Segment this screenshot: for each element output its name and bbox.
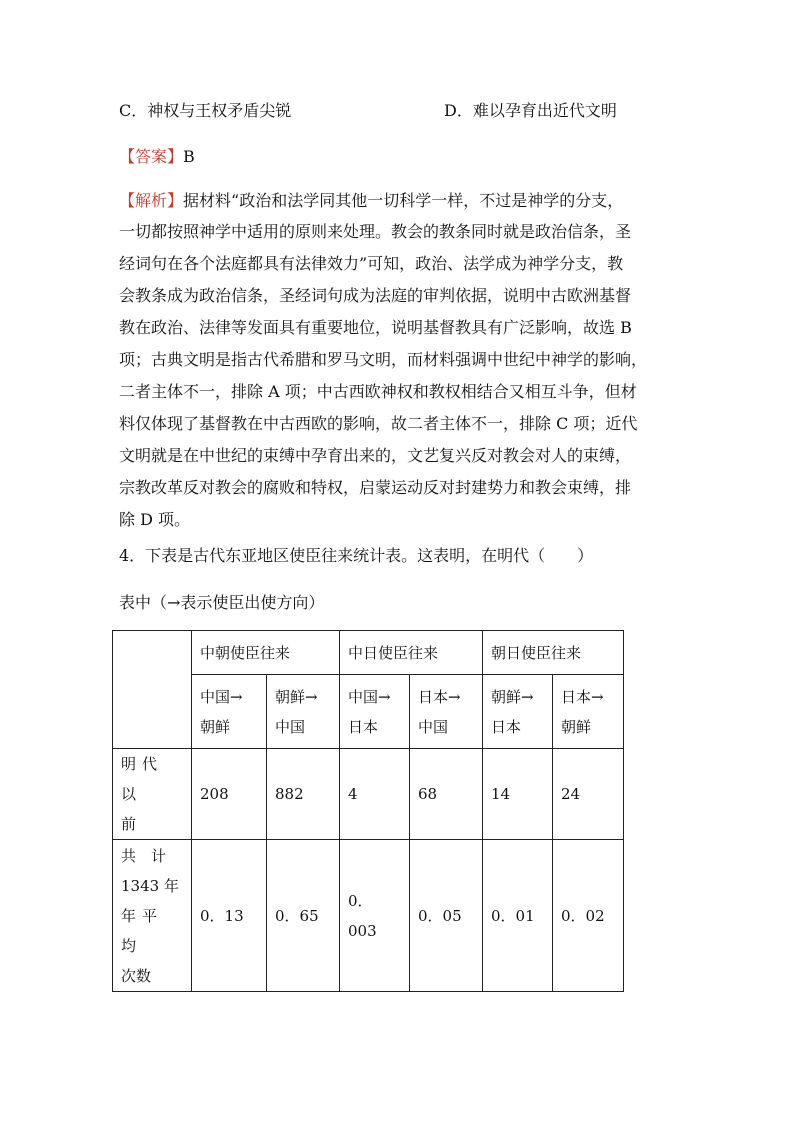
table-cell: 0．02 — [553, 840, 624, 992]
row-label-line: 明代以 — [121, 755, 164, 803]
table-cell: 4 — [340, 749, 410, 840]
direction-to: 中国 — [275, 717, 306, 736]
direction-to: 日本 — [491, 717, 522, 736]
group-header: 中朝使臣往来 — [192, 631, 340, 675]
table-row — [113, 749, 624, 840]
row-label-line: 1343 年 — [121, 876, 179, 895]
table-cell: 882 — [267, 749, 340, 840]
analysis-line: 一切都按照神学中适用的原则来处理。教会的教条同时就是政治信条，圣 — [119, 222, 632, 241]
direction-header — [553, 675, 624, 749]
row-label-line: 共 计 — [121, 846, 167, 865]
direction-from: 日本→ — [418, 687, 461, 706]
answer-line — [119, 147, 195, 167]
table-row — [113, 840, 624, 992]
direction-from: 朝鲜→ — [275, 687, 318, 706]
analysis-line: 二者主体不一，排除 A 项；中古西欧神权和教权相结合又相互斗争，但材 — [119, 382, 637, 401]
analysis-label: 【解析】 — [119, 191, 184, 210]
table-cell: 24 — [553, 749, 624, 840]
direction-header — [410, 675, 483, 749]
row-label — [113, 749, 192, 840]
direction-from: 朝鲜→ — [491, 687, 534, 706]
table-row — [113, 631, 624, 675]
table-cell: 14 — [483, 749, 553, 840]
analysis-line: 除 D 项。 — [119, 510, 191, 529]
analysis-line: 项；古典文明是指古代希腊和罗马文明，而材料强调中世纪中神学的影响， — [119, 350, 648, 369]
option-c: C．神权与王权矛盾尖锐 — [119, 101, 292, 120]
analysis-line: 会教条成为政治信条，圣经词句成为法庭的审判依据，说明中古欧洲基督 — [119, 286, 632, 305]
question-4-stem: 4．下表是古代东亚地区使臣往来统计表。这表明，在明代（ ） — [119, 546, 594, 565]
table-cell: 0．05 — [410, 840, 483, 992]
table-cell: 0．65 — [267, 840, 340, 992]
table-cell: 68 — [410, 749, 483, 840]
option-d: D．难以孕育出近代文明 — [444, 101, 617, 120]
analysis-line: 经词句在各个法庭都具有法律效力”可知，政治、法学成为神学分支，教 — [119, 254, 624, 273]
row-label — [113, 840, 192, 992]
table-note: 表中（→表示使臣出使方向） — [119, 593, 325, 612]
analysis-line — [119, 191, 623, 211]
table-cell: 0．003 — [340, 840, 410, 992]
direction-from: 中国→ — [348, 687, 391, 706]
direction-to: 中国 — [418, 717, 449, 736]
direction-header — [483, 675, 553, 749]
direction-from: 日本→ — [561, 687, 604, 706]
table-cell: 0．13 — [192, 840, 267, 992]
direction-header — [192, 675, 267, 749]
envoy-table — [112, 630, 624, 992]
table-cell: 0．01 — [483, 840, 553, 992]
direction-header — [340, 675, 410, 749]
direction-to: 日本 — [348, 717, 379, 736]
direction-from: 中国→ — [200, 687, 243, 706]
group-header: 朝日使臣往来 — [483, 631, 624, 675]
answer-label: 【答案】 — [119, 147, 184, 166]
table-cell: 208 — [192, 749, 267, 840]
analysis-line: 文明就是在中世纪的束缚中孕育出来的，文艺复兴反对教会对人的束缚， — [119, 446, 632, 465]
analysis-line: 宗教改革反对教会的腐败和特权，启蒙运动反对封建势力和教会束缚，排 — [119, 478, 632, 497]
row-label-line: 前 — [121, 815, 137, 833]
group-header: 中日使臣往来 — [340, 631, 483, 675]
analysis-line: 教在政治、法律等发面具有重要地位，说明基督教具有广泛影响，故选 B — [119, 318, 632, 337]
direction-to: 朝鲜 — [200, 717, 231, 736]
direction-to: 朝鲜 — [561, 717, 592, 736]
analysis-line: 料仅体现了基督教在中古西欧的影响，故二者主体不一，排除 C 项；近代 — [119, 414, 638, 433]
analysis-text: 据材料“政治和法学同其他一切科学一样，不过是神学的分支， — [183, 191, 624, 210]
row-label-line: 次数 — [121, 966, 152, 985]
answer-value: B — [183, 147, 195, 166]
row-label-line: 年平均 — [121, 906, 164, 955]
corner-cell — [113, 631, 192, 749]
direction-header — [267, 675, 340, 749]
